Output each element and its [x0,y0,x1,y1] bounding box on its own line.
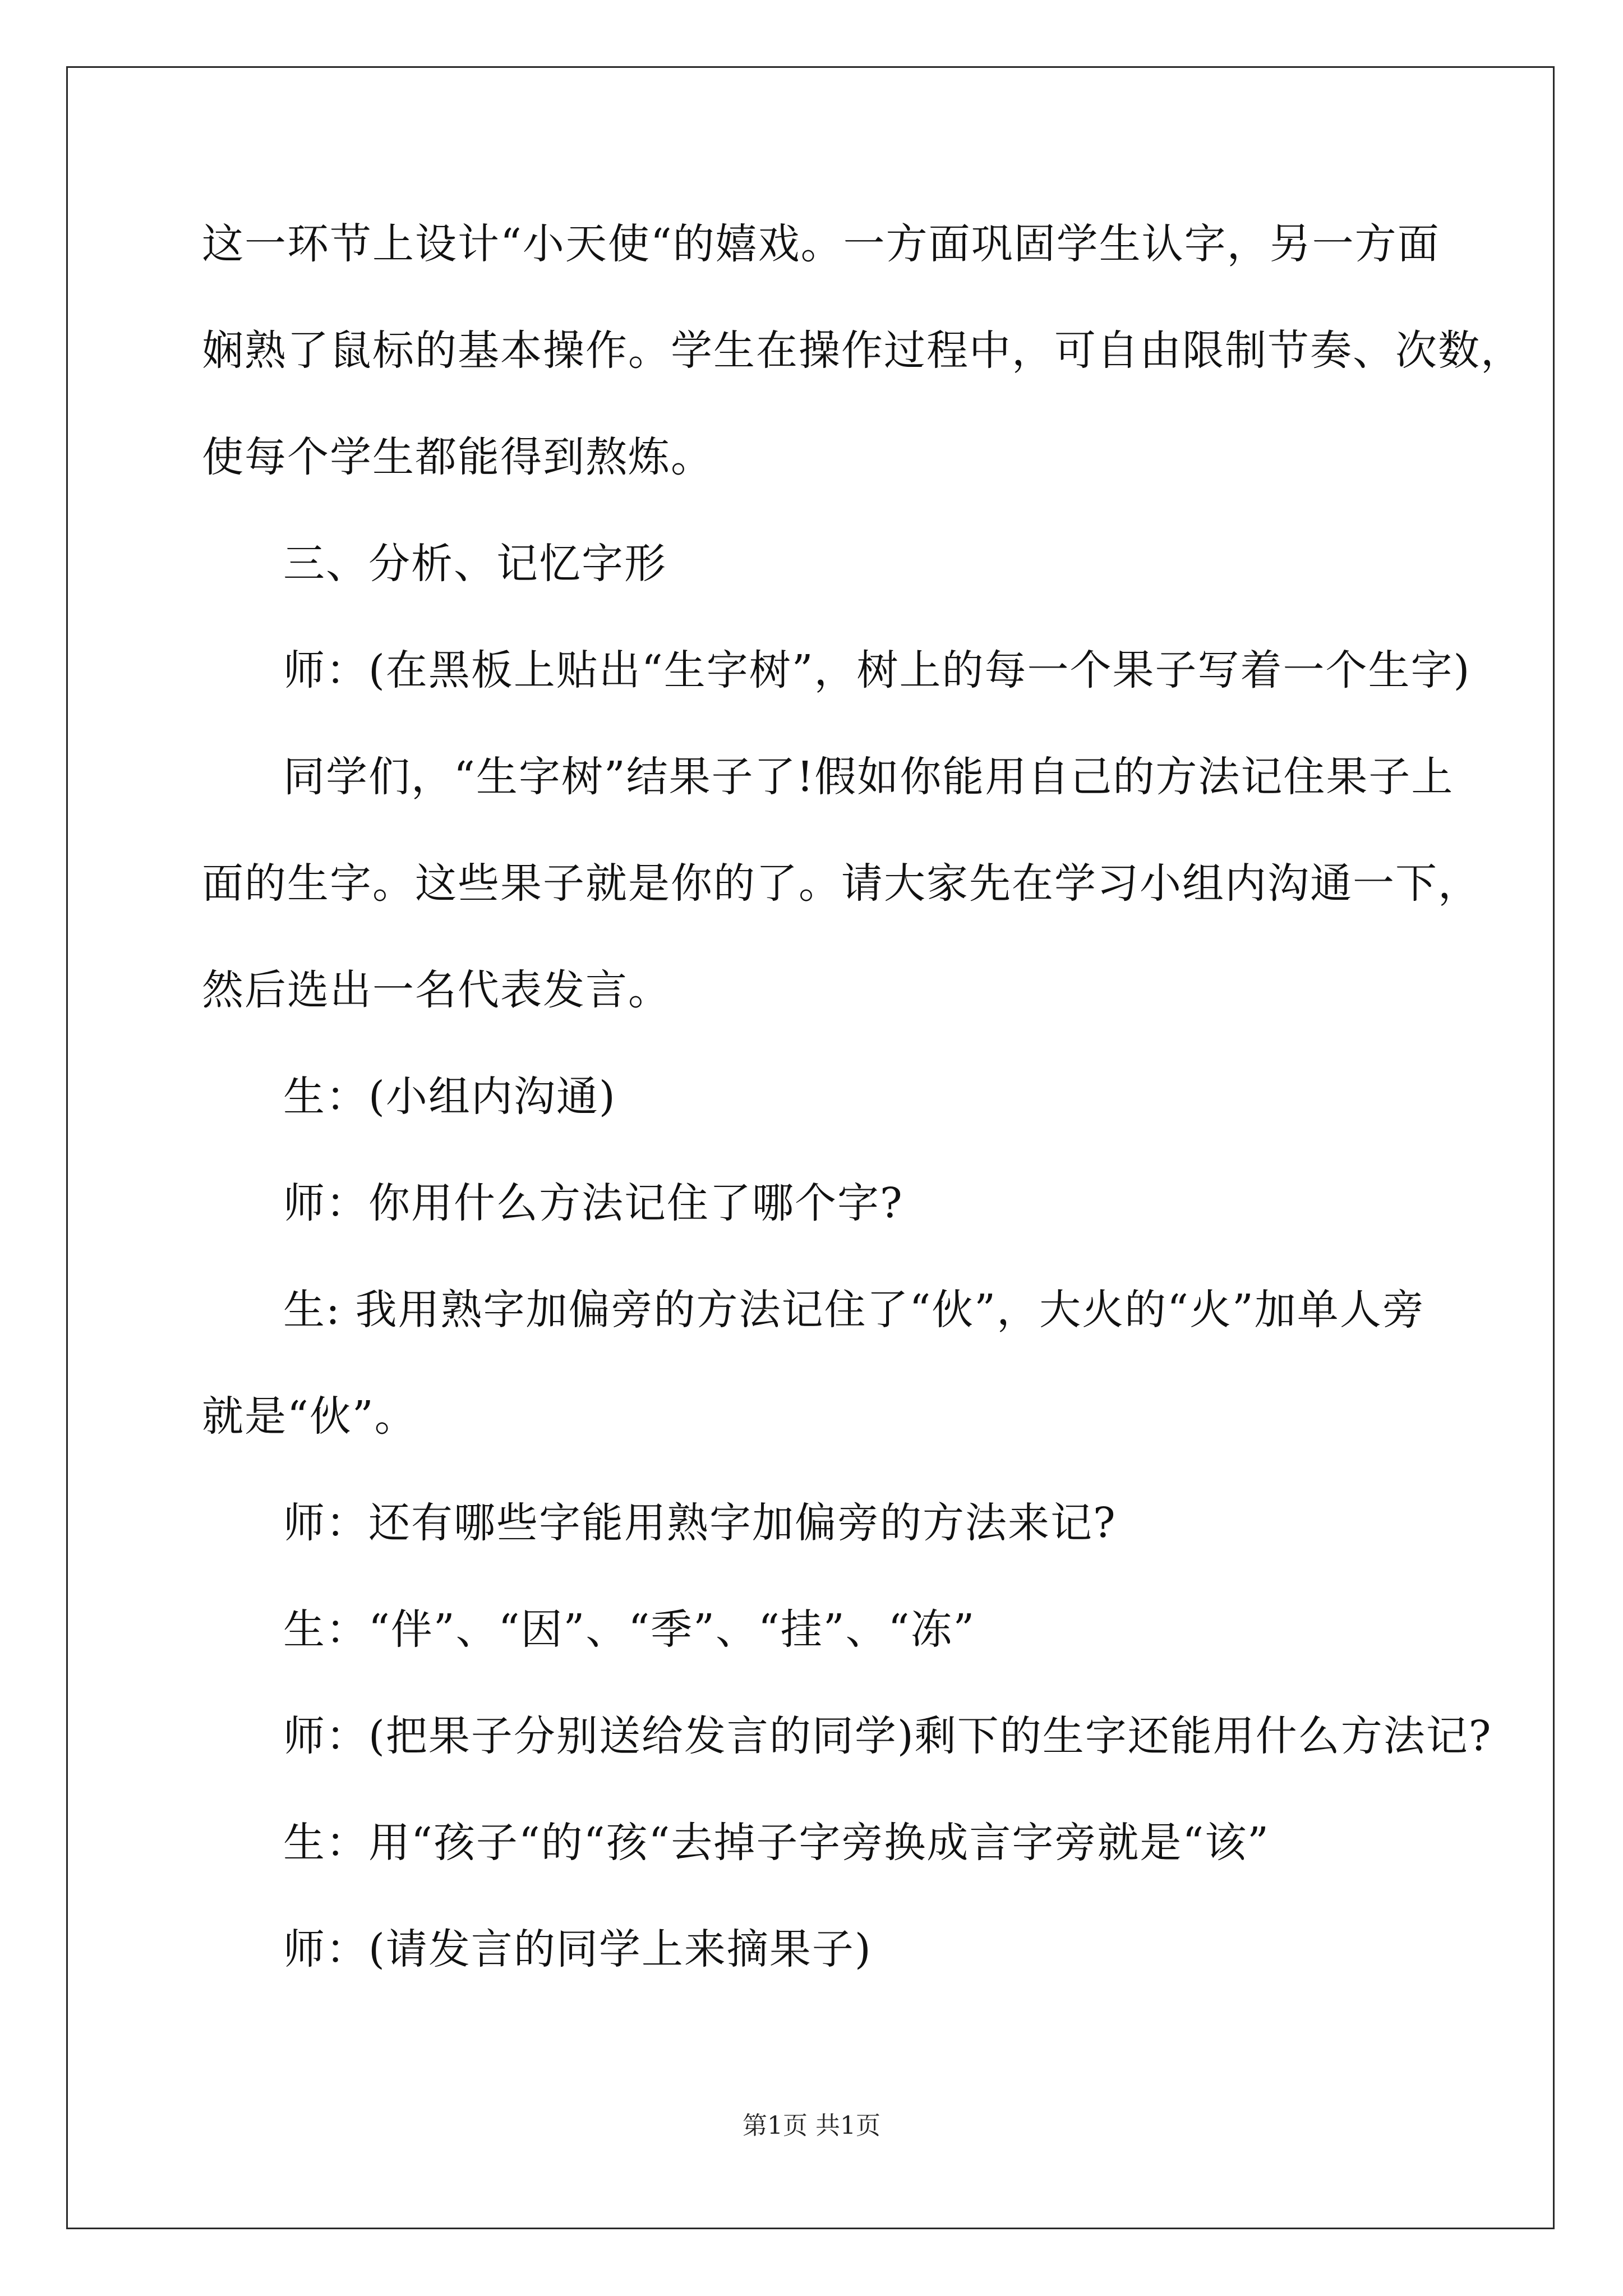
page-border [66,66,1555,2229]
paragraph-line: 师：(请发言的同学上来摘果子) [283,1925,872,1973]
paragraph-line: 同学们，“生字树”结果子了!假如你能用自己的方法记住果子上 [283,753,1454,801]
paragraph-line: 然后选出一名代表发言。 [202,966,671,1014]
paragraph-line: 就是“伙”。 [202,1392,417,1441]
paragraph-line: 使每个学生都能得到熬炼。 [202,433,713,481]
page-number-footer: 第1页 共1页 [743,2111,880,2140]
paragraph-line: 生：(小组内沟通) [283,1073,616,1121]
paragraph-line: 面的生字。这些果子就是你的了。请大家先在学习小组内沟通一下， [202,859,1481,908]
paragraph-line: 师：你用什么方法记住了哪个字? [283,1179,903,1227]
paragraph-line: 生: 我用熟字加偏旁的方法记住了“伙”，大火的“火”加单人旁 [283,1286,1425,1334]
paragraph-line: 师：(把果子分别送给发言的同学)剩下的生字还能用什么方法记? [283,1712,1492,1760]
section-heading: 三、分析、记忆字形 [283,540,667,588]
paragraph-line: 师：还有哪些字能用熟字加偏旁的方法来记? [283,1499,1117,1547]
paragraph-line: 生：用“孩子“的“孩“去掉子字旁换成言字旁就是“该” [283,1819,1270,1867]
paragraph-line: 生：“伴”、“因”、“季”、“挂”、“冻” [283,1605,976,1654]
paragraph-line: 这一环节上设计“小天使“的嬉戏。一方面巩固学生认字，另一方面 [202,220,1440,268]
paragraph-line: 师：(在黑板上贴出“生字树”，树上的每一个果子写着一个生字) [283,646,1471,694]
paragraph-line: 娴熟了鼠标的基本操作。学生在操作过程中，可自由限制节奏、次数， [202,326,1523,375]
